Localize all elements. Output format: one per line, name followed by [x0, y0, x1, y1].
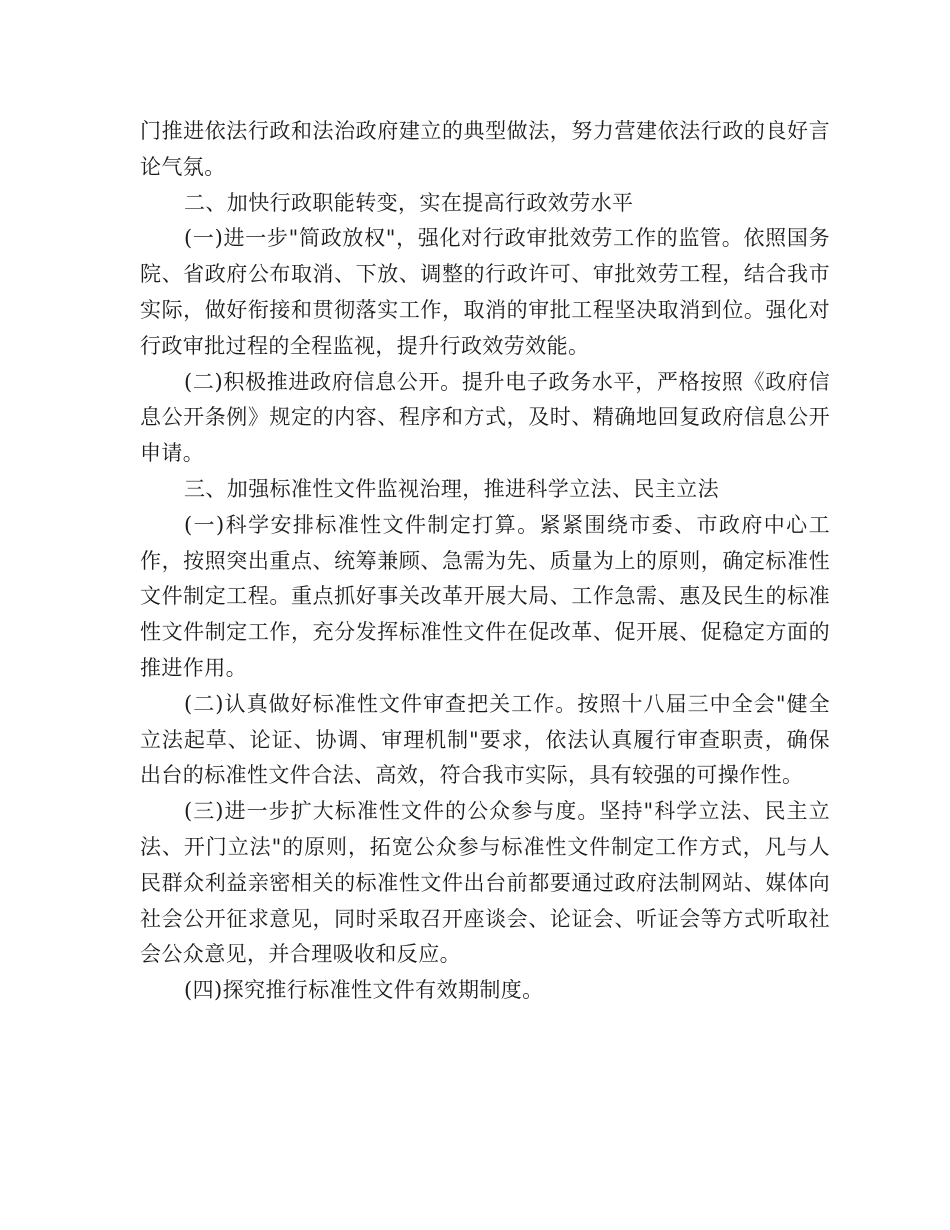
paragraph-2-1: (一)进一步"简政放权"，强化对行政审批效劳工作的监管。依照国务院、省政府公布取消、下放、调整的行政许可、审批效劳工程，结合我市实际，做好衔接和贯彻落实工作，取消的审批工程坚决取消到位。强化对行政审批过程的全程监视，提升行政效劳效能。: [140, 226, 830, 358]
section-heading-2: 二、加快行政职能转变，实在提高行政效劳水平: [184, 190, 634, 215]
document-body: [140, 114, 830, 1009]
paragraph-3-3: (三)进一步扩大标准性文件的公众参与度。坚持"科学立法、民主立法、开门立法"的原则，拓宽公众参与标准性文件制定工作方式，凡与人民群众利益亲密相关的标准性文件出台前都要通过政府法制网站、媒体向社会公开征求意见，同时采取召开座谈会、论证会、听证会等方式听取社会公众意见，并合理吸收和反应。: [140, 799, 830, 967]
paragraph-3-2: (二)认真做好标准性文件审查把关工作。按照十八届三中全会"健全立法起草、论证、协调、审理机制"要求，依法认真履行审查职责，确保出台的标准性文件合法、高效，符合我市实际，具有较强的可操作性。: [140, 691, 830, 788]
paragraph-3-4: (四)探究推行标准性文件有效期制度。: [184, 978, 544, 1003]
paragraph-3-1: (一)科学安排标准性文件制定打算。紧紧围绕市委、市政府中心工作，按照突出重点、统筹兼顾、急需为先、质量为上的原则，确定标准性文件制定工程。重点抓好事关改革开展大局、工作急需、惠及民生的标准性文件制定工作，充分发挥标准性文件在促改革、促开展、促稳定方面的推进作用。: [140, 512, 830, 680]
paragraph-2-2: (二)积极推进政府信息公开。提升电子政务水平，严格按照《政府信息公开条例》规定的内容、程序和方式，及时、精确地回复政府信息公开申请。: [140, 369, 830, 466]
section-heading-3: 三、加强标准性文件监视治理，推进科学立法、民主立法: [184, 476, 719, 501]
paragraph-continuation: 门推进依法行政和法治政府建立的典型做法，努力营建依法行政的良好言论气氛。: [140, 119, 830, 179]
